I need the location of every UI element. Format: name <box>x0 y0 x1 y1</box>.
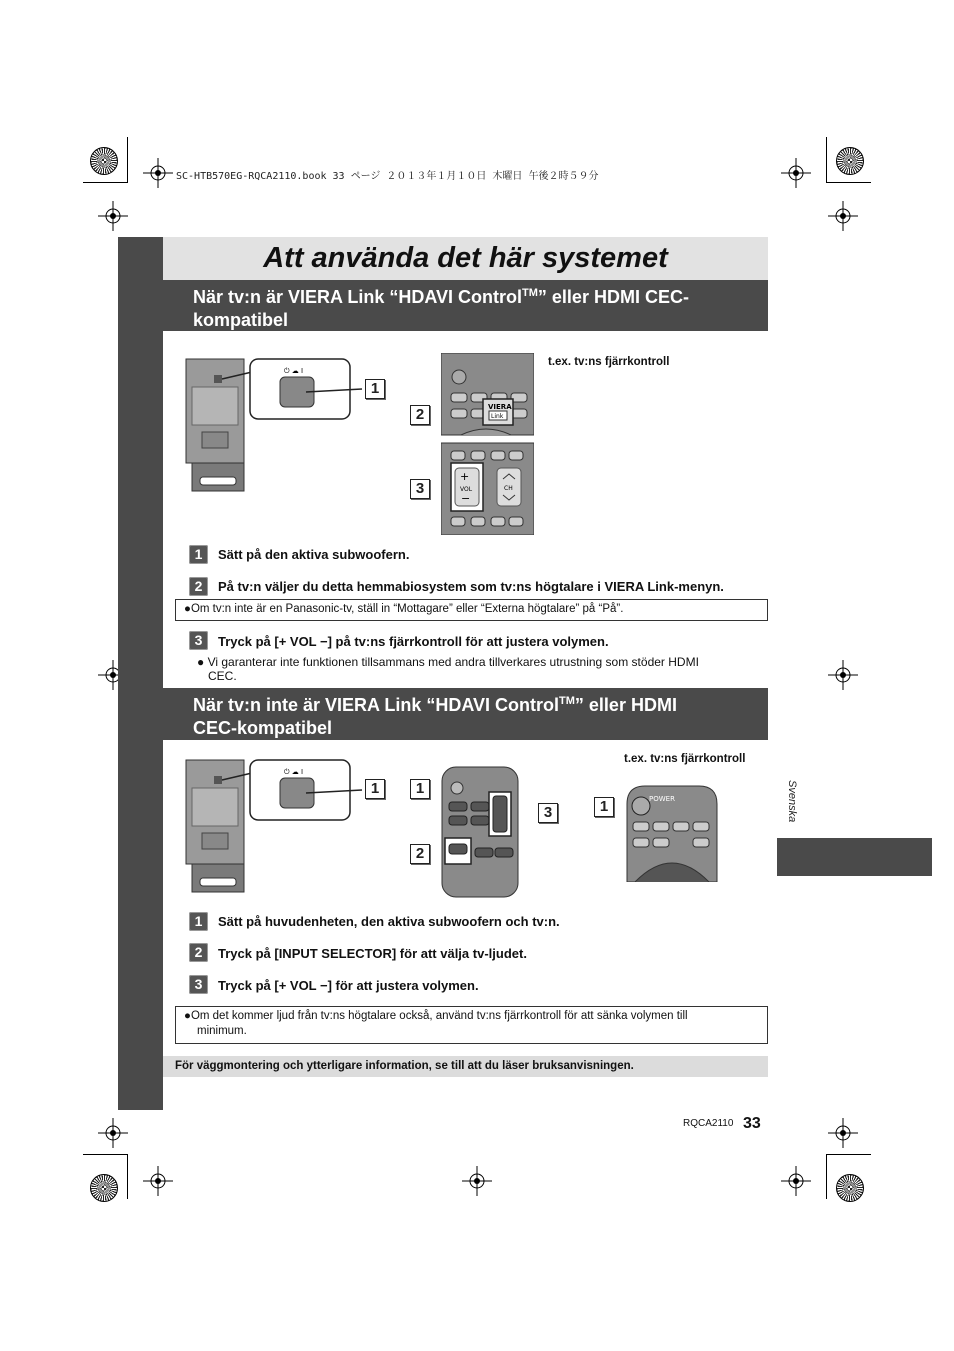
section1-step3-text: Tryck på [+ VOL −] på tv:ns fjärrkontroll för att justera volymen. <box>218 634 609 649</box>
section2-step2-number: 2 <box>189 943 208 962</box>
crop-line <box>826 1154 871 1155</box>
system-remote-illustration <box>441 766 519 898</box>
section2-note-line2: minimum. <box>197 1025 247 1037</box>
vol-plus-label: + <box>460 470 470 483</box>
svg-text:⏻ ☁ I: ⏻ ☁ I <box>284 768 304 776</box>
section2-caption: t.ex. tv:ns fjärrkontroll <box>624 753 746 765</box>
callout-1d: 1 <box>594 797 614 817</box>
section2-header <box>163 688 768 740</box>
section2-step1-text: Sätt på huvudenheten, den aktiva subwoofern och tv:n. <box>218 914 560 929</box>
registration-starburst-icon <box>836 1174 864 1202</box>
registration-target-icon <box>828 660 858 690</box>
section2-step2-text: Tryck på [INPUT SELECTOR] för att välja tv-ljudet. <box>218 946 527 961</box>
section2-title-line1: När tv:n inte är VIERA Link “HDAVI Control™” eller HDMI <box>193 695 677 715</box>
registration-starburst-icon <box>836 147 864 175</box>
callout-2b: 2 <box>410 844 430 864</box>
registration-target-icon <box>828 1118 858 1148</box>
crop-line <box>826 1154 827 1199</box>
section2-note <box>175 1006 768 1044</box>
vol-minus-label: − <box>461 492 471 505</box>
callout-3: 3 <box>410 479 430 499</box>
language-tab-label: Svenska <box>786 780 798 823</box>
section1-title-line2: kompatibel <box>193 310 289 330</box>
language-tab <box>777 838 932 876</box>
callout-2: 2 <box>410 405 430 425</box>
section1-step2-text: På tv:n väljer du detta hemmabiosystem som tv:ns högtalare i VIERA Link-menyn. <box>218 579 724 594</box>
crop-line <box>83 182 128 183</box>
subwoofer-illustration <box>184 357 384 495</box>
section2-note-line1: ●Om det kommer ljud från tv:ns högtalare också, använd tv:ns fjärrkontroll för att sänka volymen till <box>184 1010 688 1022</box>
crop-line <box>127 1154 128 1199</box>
callout-1b: 1 <box>365 779 385 799</box>
registration-target-icon <box>781 158 811 188</box>
registration-starburst-icon <box>90 147 118 175</box>
section1-bullet-line2: CEC. <box>208 669 237 683</box>
registration-starburst-icon <box>90 1174 118 1202</box>
subwoofer-illustration-2 <box>184 758 384 896</box>
document-code: RQCA2110 <box>683 1118 734 1129</box>
section1-step3-number: 3 <box>189 631 208 650</box>
svg-text:⏻ ☁ I: ⏻ ☁ I <box>284 367 304 375</box>
registration-target-icon <box>462 1166 492 1196</box>
section2-step3-number: 3 <box>189 975 208 994</box>
tv-remote-power-illustration <box>625 784 719 882</box>
footer-note: För väggmontering och ytterligare information, se till att du läser bruksanvisningen. <box>163 1056 768 1077</box>
callout-3b: 3 <box>538 803 558 823</box>
viera-button-label-top: VIERA <box>488 403 512 411</box>
crop-line <box>826 182 871 183</box>
power-label: POWER <box>649 795 675 803</box>
ch-label: CH <box>504 485 513 492</box>
section1-note <box>175 599 768 621</box>
page-title: Att använda det här systemet <box>263 242 668 274</box>
left-side-bar <box>118 237 163 1110</box>
viera-button-label-bottom: Link <box>491 413 504 420</box>
vol-label: VOL <box>460 486 473 493</box>
registration-target-icon <box>781 1166 811 1196</box>
section1-title-line1: När tv:n är VIERA Link “HDAVI Control™” eller HDMI CEC- <box>193 287 689 307</box>
section1-step1-text: Sätt på den aktiva subwoofern. <box>218 547 410 562</box>
print-header: SC-HTB570EG-RQCA2110.book 33 ページ ２０１３年１月１０日 木曜日 午後２時５９分 <box>176 171 599 182</box>
registration-target-icon <box>98 1118 128 1148</box>
section2-step3-text: Tryck på [+ VOL −] för att justera volymen. <box>218 978 479 993</box>
callout-1c: 1 <box>410 779 430 799</box>
registration-target-icon <box>143 1166 173 1196</box>
section1-note-text: ●Om tv:n inte är en Panasonic-tv, ställ in “Mottagare” eller “Externa högtalare” på “På”. <box>184 603 624 615</box>
section1-step2-number: 2 <box>189 577 208 596</box>
registration-target-icon <box>828 201 858 231</box>
crop-line <box>127 137 128 182</box>
section1-header <box>163 280 768 331</box>
callout-1: 1 <box>365 379 385 399</box>
tv-remote-viera-illustration <box>441 353 534 535</box>
page-number: 33 <box>743 1115 761 1132</box>
section2-title-line2: CEC-kompatibel <box>193 718 333 738</box>
registration-target-icon <box>98 201 128 231</box>
crop-line <box>83 1154 128 1155</box>
section1-step1-number: 1 <box>189 545 208 564</box>
registration-target-icon <box>143 158 173 188</box>
section2-step1-number: 1 <box>189 912 208 931</box>
section1-caption: t.ex. tv:ns fjärrkontroll <box>548 356 670 368</box>
section1-bullet-line1: ● Vi garanterar inte funktionen tillsammans med andra tillverkares utrustning som stöder HDMI <box>197 655 699 669</box>
crop-line <box>826 137 827 182</box>
